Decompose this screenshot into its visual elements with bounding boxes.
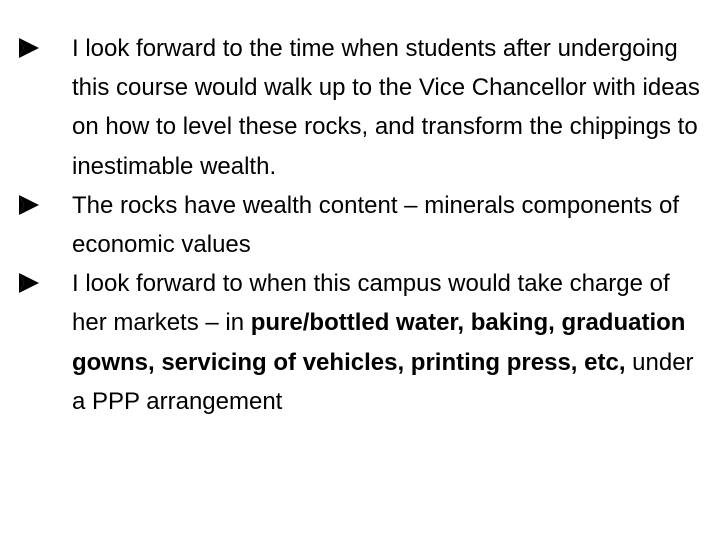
arrow-bullet-icon — [19, 38, 39, 58]
bullet-text: The rocks have wealth content – minerals components of economic values — [72, 191, 679, 259]
arrow-bullet-icon — [19, 195, 39, 215]
bullet-text-after: under a PPP arrangement — [72, 348, 694, 415]
bullet-item-3 — [18, 264, 708, 421]
bullet-list — [18, 29, 708, 421]
bullet-text: I look forward to the time when students after undergoing this course would walk up to the Vice Chancellor with ideas on how to level these rocks, and transform the chippings to inestimable wealth. — [72, 35, 700, 180]
bullet-item-2 — [18, 186, 708, 264]
bullet-item-1 — [18, 29, 708, 186]
bullet-text-before: I look forward to when this campus would take charge of her markets – in — [72, 270, 670, 337]
bullet-text-bold: pure/bottled water, baking, graduation gowns, servicing of vehicles, printing press, etc, — [72, 309, 686, 376]
arrow-bullet-icon — [19, 273, 39, 293]
